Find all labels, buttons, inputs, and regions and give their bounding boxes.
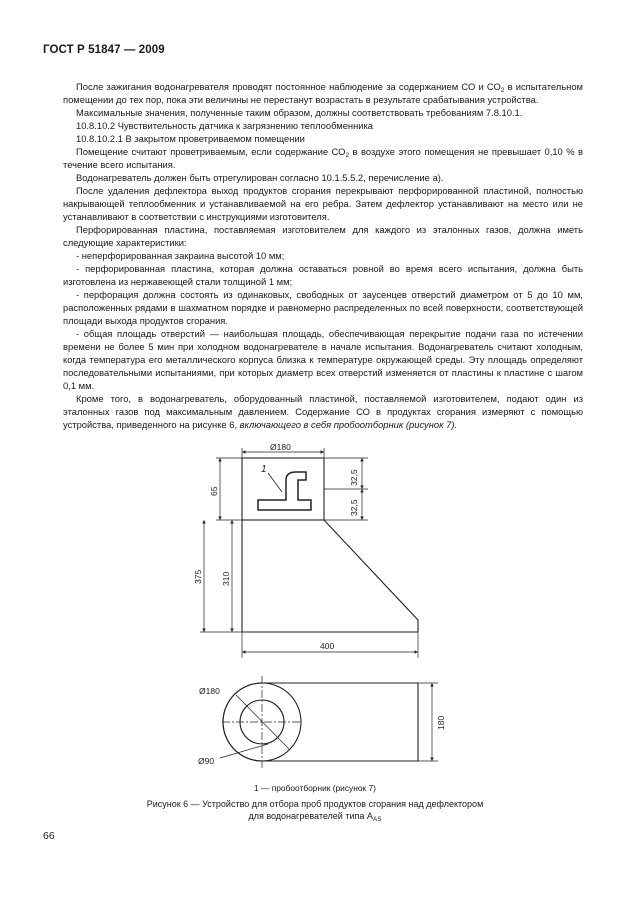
text-run: После зажигания водонагревателя проводят постоянное наблюдение за содержанием СО и СО [76, 81, 501, 92]
caption-subscript: AS [372, 816, 382, 823]
paragraph [63, 80, 583, 106]
text-run: в воздухе этого помещения не превышает 0,10 % в течение всего испытания. [63, 146, 583, 170]
callout-number: 1 [261, 464, 267, 475]
caption-line: Рисунок 6 — Устройство для отбора проб продуктов сгорания над дефлектором [146, 799, 484, 809]
subscript: 2 [500, 87, 505, 94]
technical-drawing [0, 440, 630, 780]
subscript: 2 [345, 152, 350, 159]
dim-label: 180 [436, 715, 446, 730]
paragraph: После удаления дефлектора выход продуктов сгорания перекрывают перфорированной пластиной, полностью накрывающей теплообменник и устанавливаемой на его ребра. Затем дефлектор устанавливают на место или не устанавливают в соответствии с инструкциями изготовителя. [63, 185, 583, 222]
dim-label: 310 [221, 571, 231, 586]
paragraph: Водонагреватель должен быть отрегулирован согласно 10.1.5.5.2, перечисление а). [76, 172, 444, 183]
text-run-italic: включающего в себя пробоотборник (рисунок 7). [239, 419, 458, 430]
paragraph [63, 392, 583, 431]
dim-label: 32,5 [349, 469, 359, 486]
list-item: - перфорированная пластина, которая должна оставаться ровной во время всего испытания, должна быть изготовлена из нержавеющей стали толщиной 1 мм; [63, 263, 583, 287]
text-run: в испытательном помещении до тех пор, пока эти величины не перестанут возрастать в результате срабатывания устройства. [63, 81, 583, 105]
dimensions-top [220, 676, 438, 768]
caption-line [0, 810, 630, 822]
text-run: Помещение считают проветриваемым, если содержание СО [76, 146, 346, 157]
paragraph: 10.8.10.2.1 В закрытом проветриваемом помещении [76, 133, 305, 144]
list-item: - неперфорированная закраина высотой 10 мм; [76, 250, 285, 261]
figure-caption [0, 798, 630, 822]
figure-legend: 1 — пробоотборник (рисунок 7) [254, 783, 376, 793]
deflector-body [242, 520, 418, 632]
list-item: - перфорация должна состоять из одинаковых, свободных от заусенцев отверстий диаметром от 5 до 10 мм, расположенных рядами в шахматном порядке и равномерно распределенных по всей поверхности, соответствующей площади выхода продуктов сгорания. [63, 289, 583, 326]
list-item: - общая площадь отверстий — наибольшая площадь, обеспечивающая перекрытие подачи газа по истечении времени не более 5 мин при холодном водонагревателе в начале испытания. Водонагреватель считают холодным, когда температура его металлического корпуса близка к температуре окружающей среды. Эту площадь определяют последовательными испытаниями, при которых диаметр всех отверстий изменяется от пластины к пластине с шагом 0,1 мм. [63, 328, 583, 391]
callout-leader [268, 473, 282, 492]
dimensions-side [200, 448, 418, 658]
dimension-labels-top [198, 686, 446, 766]
paragraph [63, 145, 583, 171]
page-number: 66 [43, 830, 55, 842]
dim-label: 32,5 [349, 499, 359, 516]
document-header: ГОСТ Р 51847 — 2009 [43, 44, 165, 56]
dimension-labels-side [193, 442, 359, 651]
caption-text: для водонагревателей типа A [248, 811, 373, 821]
paragraph: 10.8.10.2 Чувствительность датчика к загрязнению теплообменника [76, 120, 374, 131]
dim-label: Ø180 [270, 442, 291, 452]
sampler-tube [258, 472, 311, 510]
body-text [63, 80, 583, 431]
dim-label: Ø90 [198, 756, 215, 766]
side-view [242, 458, 418, 632]
dim-label: 375 [193, 569, 203, 584]
paragraph: Максимальные значения, полученные таким образом, должны соответствовать требованиям 7.8.10.1. [76, 107, 523, 118]
dim-label: 400 [320, 641, 335, 651]
dim-label: 65 [209, 486, 219, 496]
dim-label: Ø180 [199, 686, 220, 696]
paragraph: Перфорированная пластина, поставляемая изготовителем для каждого из эталонных газов, должна иметь следующие характеристики: [63, 224, 583, 248]
text-run: Кроме того, в водонагреватель, оборудованный пластиной, поставляемой изготовителем, подают один из эталонных газов под максимальным давлением. Содержание СО в продуктах сгорания измеряют с помощью устройства, приведенного на рисунке 6, [63, 393, 583, 430]
